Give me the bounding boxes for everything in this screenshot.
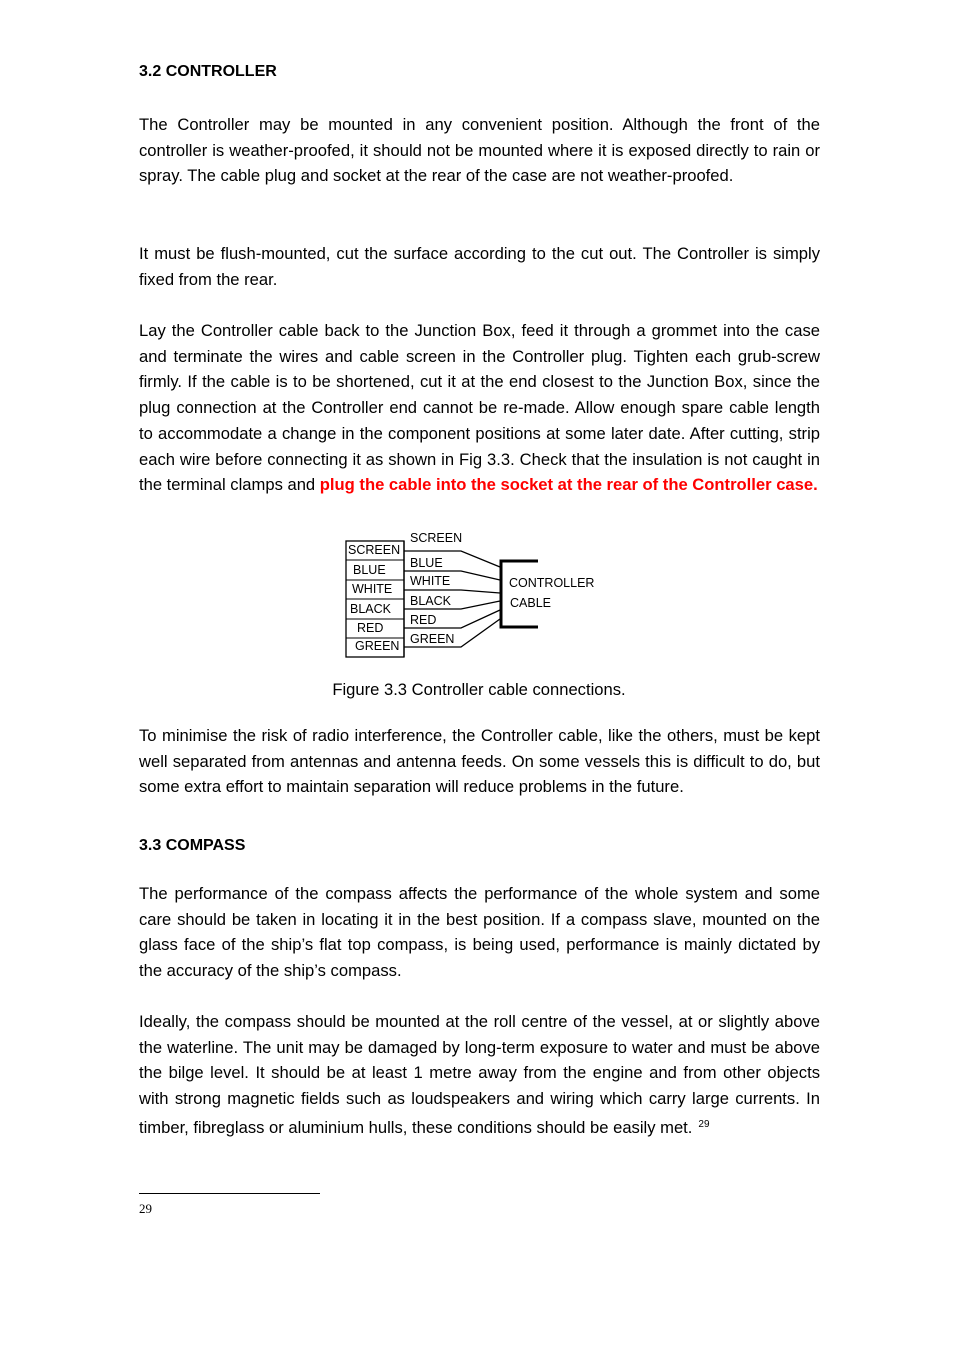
footnote-number: 29 [139, 1201, 152, 1216]
wire-label-screen: SCREEN [410, 531, 463, 545]
footnote-reference[interactable]: 29 [698, 1118, 710, 1130]
section-heading-controller: 3.2 CONTROLLER [139, 63, 277, 80]
controller-cable-diagram [330, 525, 630, 665]
section-heading-compass: 3.3 COMPASS [139, 837, 246, 854]
terminal-label-red: RED [357, 621, 384, 635]
terminal-label-screen: SCREEN [348, 543, 401, 557]
warning-emphasis: plug the cable into the socket at the rear of the Controller case. [319, 475, 818, 495]
cable-bracket [501, 561, 538, 627]
terminal-label-green: GREEN [355, 639, 400, 653]
footnote-separator [139, 1193, 320, 1194]
wire-label-red: RED [410, 613, 437, 627]
paragraph-mounting: The Controller may be mounted in any convenient position. Although the front of the controller is weather-proofed, it should not be mounted where it is exposed directly to rain or spray. The cable plug and socket at the rear of the case are not weather-proofed. [139, 115, 820, 186]
terminal-label-black: BLACK [350, 602, 391, 616]
paragraph-cable-routing-text: Lay the Controller cable back to the Junction Box, feed it through a grommet into the case and terminate the wires and cable screen in the Controller plug. Tighten each grub-screw firmly. If the cable is to be shortened, cut it at the end closest to the Junction Box, since the plug connection at the Controller end cannot be re-made. Allow enough spare cable length to accommodate a change in the component positions at some later date. After cutting, strip each wire before connecting it as shown in Fig 3.3. Check that the insulation is not caught in the terminal clamps and [139, 321, 820, 495]
paragraph-compass-location-text: Ideally, the compass should be mounted at the roll centre of the vessel, at or slightly above the waterline. The unit may be damaged by long-term exposure to water and must be above the bilge level. It should be at least 1 metre away from the engine and from other objects with strong magnetic fields such as loudspeakers and wiring which carry large currents. In timber, fibreglass or aluminium hulls, these conditions should be easily met. [139, 1012, 820, 1137]
paragraph-cable-routing [139, 318, 820, 498]
paragraph-interference: To minimise the risk of radio interference, the Controller cable, like the others, must be kept well separated from antennas and antenna feeds. On some vessels this is difficult to do, but some extra effort to maintain separation will reduce problems in the future. [139, 726, 820, 797]
terminal-label-blue: BLUE [353, 563, 386, 577]
wire-label-green: GREEN [410, 632, 455, 646]
cable-label-controller: CONTROLLER [509, 576, 595, 590]
cable-label-cable: CABLE [510, 596, 551, 610]
paragraph-flush-mount: It must be flush-mounted, cut the surface according to the cut out. The Controller is simply fixed from the rear. [139, 244, 820, 289]
paragraph-compass-location [139, 1009, 820, 1141]
terminal-label-white: WHITE [352, 582, 393, 596]
paragraph-compass-performance: The performance of the compass affects the performance of the whole system and some care should be taken in locating it in the best position. If a compass slave, mounted on the glass face of the ship’s flat top compass, is being used, performance is mainly dictated by the accuracy of the ship’s compass. [139, 884, 820, 981]
wire-label-white: WHITE [410, 574, 451, 588]
figure-caption: Figure 3.3 Controller cable connections. [332, 680, 626, 699]
wire-label-black: BLACK [410, 594, 451, 608]
wire-label-blue: BLUE [410, 556, 443, 570]
